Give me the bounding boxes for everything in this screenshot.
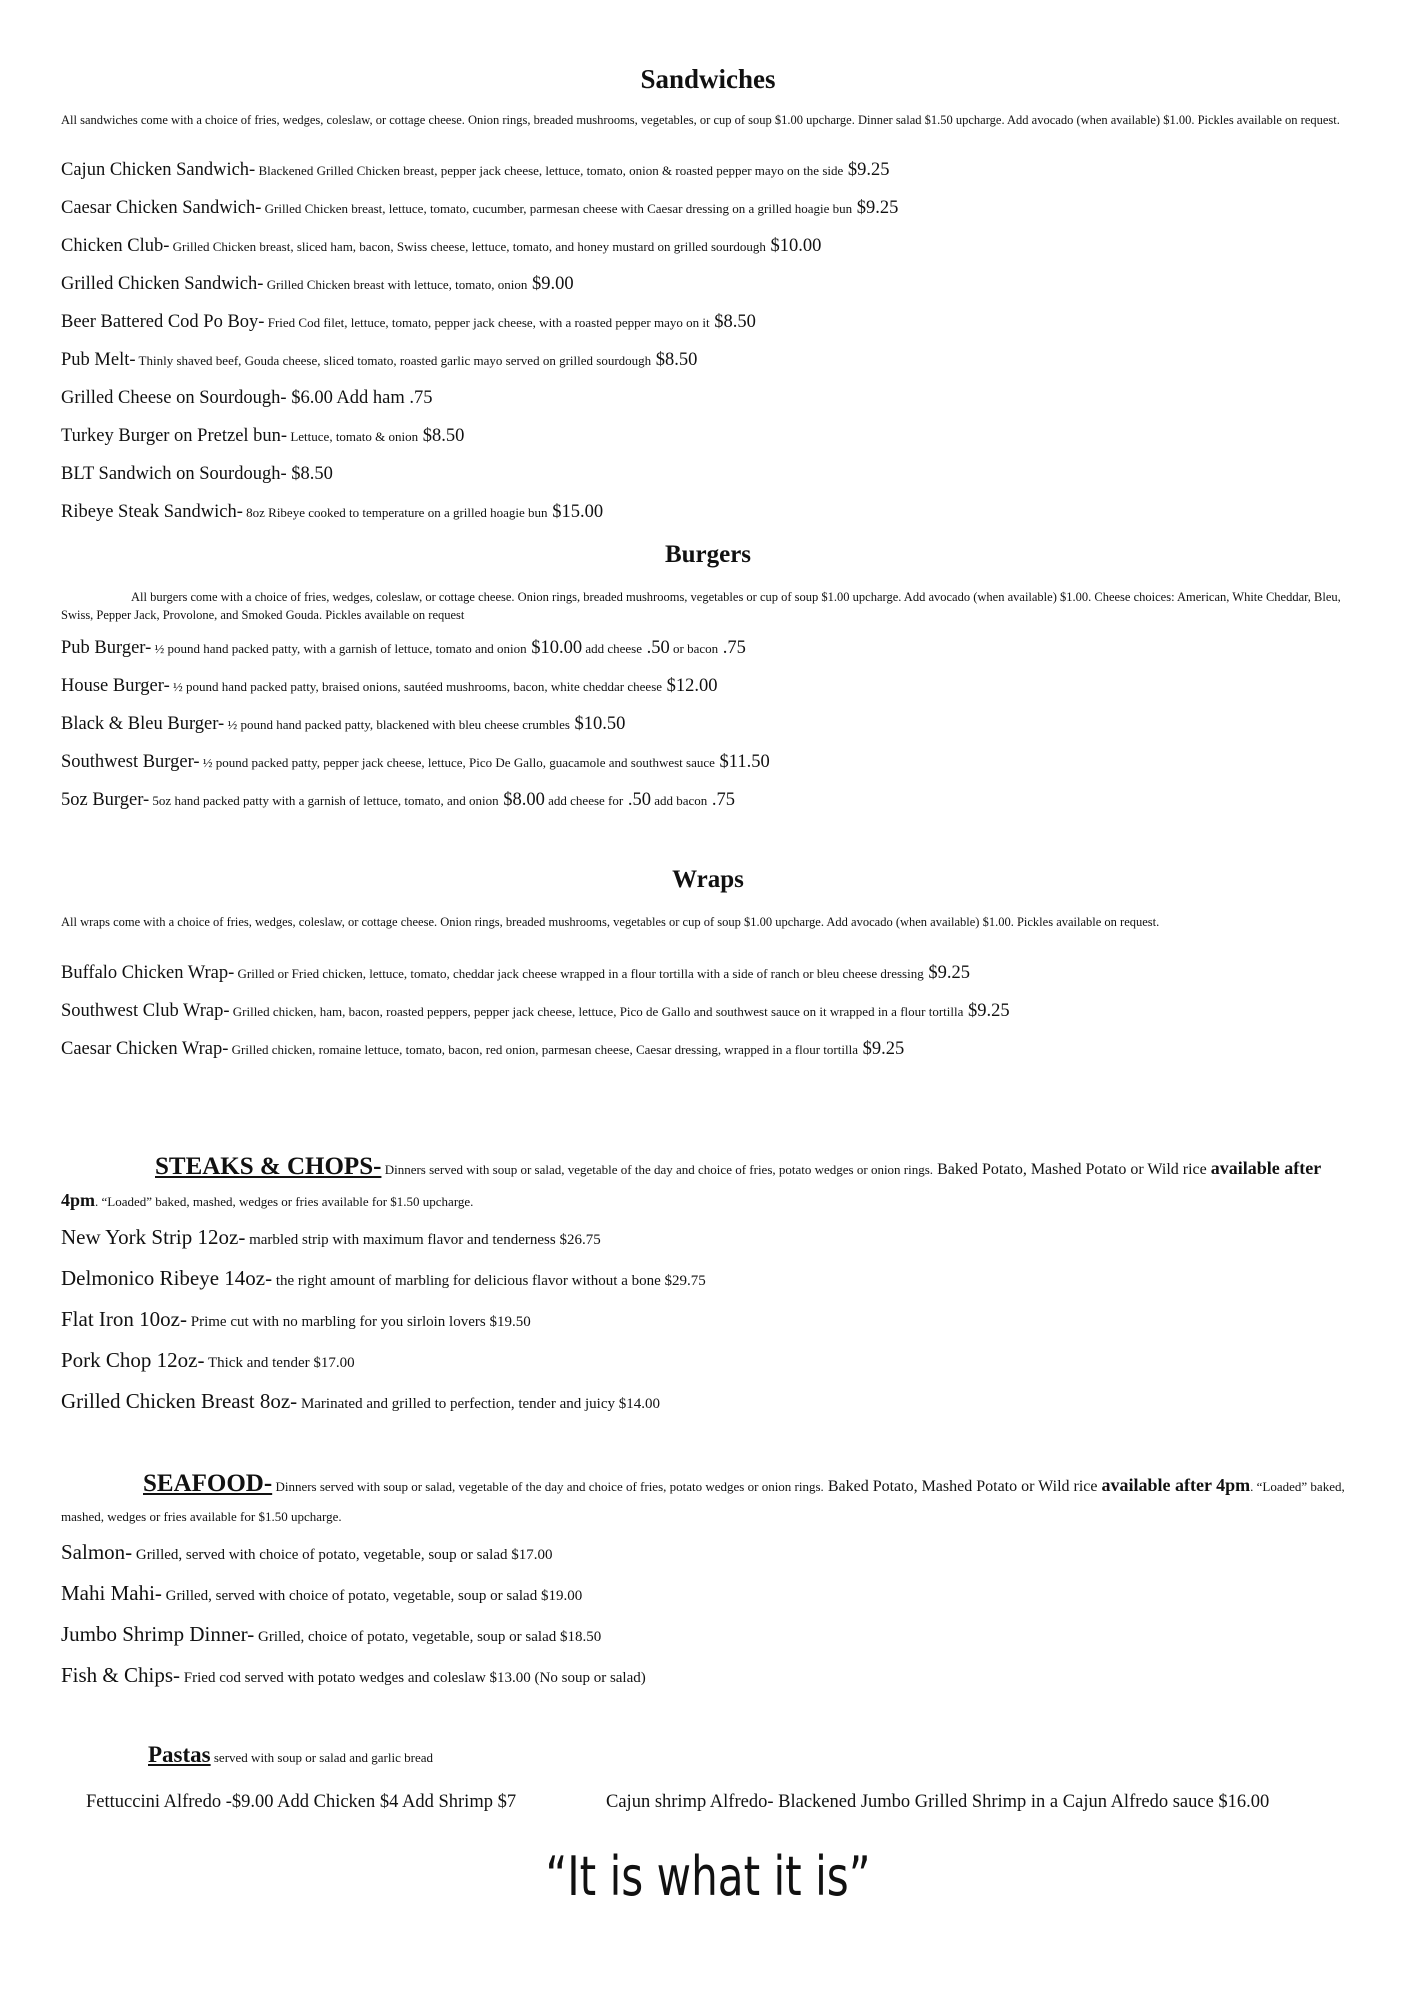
item-description: Blackened Grilled Chicken breast, pepper jack cheese, lettuce, tomato, onion & roasted pepper mayo on the side [255, 163, 844, 178]
item-description: Grilled Chicken breast, lettuce, tomato, cucumber, parmesan cheese with Caesar dressing on a grilled hoagie bun [261, 201, 853, 216]
menu-item [61, 426, 1391, 447]
item-addon: add cheese [582, 641, 643, 656]
item-name: Grilled Chicken Sandwich- [61, 274, 264, 294]
menu-item [61, 790, 1391, 811]
item-description: Grilled, served with choice of potato, vegetable, soup or salad [132, 1547, 508, 1563]
item-price: $19.50 [485, 1314, 531, 1330]
menu-item [61, 464, 1391, 485]
item-description: marbled strip with maximum flavor and tenderness [245, 1232, 556, 1248]
item-name: BLT Sandwich on Sourdough- [61, 464, 287, 484]
menu-item [61, 312, 1391, 333]
item-name: Southwest Burger- [61, 752, 200, 772]
item-description: Thick and tender [204, 1355, 310, 1371]
burgers-heading: Burgers [664, 541, 752, 568]
menu-item [61, 1389, 1391, 1414]
item-addon: add bacon [650, 793, 708, 808]
seafood-heading: SEAFOOD- [143, 1470, 273, 1497]
item-price: $9.00 [527, 274, 574, 294]
item-price: $12.00 [662, 676, 718, 696]
item-addon-price: .75 [707, 790, 736, 810]
menu-item [61, 1001, 1391, 1022]
item-price: $8.00 [498, 790, 545, 810]
menu-item [61, 1348, 1391, 1373]
item-price: $9.25 [963, 1001, 1010, 1021]
tagline: “It is what it is” [545, 1845, 871, 1908]
item-addon: add cheese for [544, 793, 624, 808]
item-price: $13.00 (No soup or salad) [485, 1670, 646, 1686]
item-name: Grilled Cheese on Sourdough- [61, 388, 287, 408]
item-name: New York Strip 12oz- [61, 1225, 246, 1249]
item-name: Flat Iron 10oz- [61, 1307, 187, 1331]
menu-item [61, 160, 1391, 181]
item-name: Caesar Chicken Sandwich- [61, 198, 262, 218]
steaks-note-loaded: . “Loaded” baked, mashed, wedges or fries available for $1.50 upcharge. [95, 1194, 474, 1209]
pastas-header [148, 1742, 433, 1768]
item-price: $8.50 [709, 312, 756, 332]
item-price: $17.00 [309, 1355, 355, 1371]
item-price: $14.00 [615, 1396, 660, 1412]
menu-item [61, 1266, 1391, 1291]
menu-item [61, 714, 1391, 735]
item-price: $8.50 [418, 426, 465, 446]
item-name: Chicken Club- [61, 236, 170, 256]
menu-item [61, 502, 1391, 523]
seafood-note-availability: available after 4pm [1101, 1475, 1251, 1495]
item-price: $8.50 [651, 350, 698, 370]
item-price: $9.25 [857, 1039, 905, 1059]
seafood-note-loaded: . “Loaded” baked, mashed, wedges or fries available for $1.50 upcharge. [61, 1479, 1345, 1524]
item-price: $8.50 [286, 464, 333, 484]
item-name: Beer Battered Cod Po Boy- [61, 312, 265, 332]
item-description: Grilled Chicken breast with lettuce, tomato, onion [263, 277, 528, 292]
wraps-heading: Wraps [672, 866, 744, 893]
steaks-note-availability: available after 4pm [61, 1158, 1321, 1210]
item-name: Black & Bleu Burger- [61, 714, 225, 734]
burgers-note: All burgers come with a choice of fries, wedges, coleslaw, or cottage cheese. Onion rings, breaded mushrooms, vegetables or cup of soup $1.00 upcharge. Add avocado (when available) $1.00. Cheese choices: American, White Cheddar, Bleu, Swiss, Pepper Jack, Provolone, and Smoked Gouda. Pickles available on request [61, 590, 1341, 622]
menu-item [61, 388, 1391, 409]
item-description: 8oz Ribeye cooked to temperature on a grilled hoagie bun [242, 505, 548, 520]
menu-item [61, 1039, 1391, 1060]
item-price: $15.00 [547, 502, 604, 522]
item-description: Thinly shaved beef, Gouda cheese, sliced tomato, roasted garlic mayo served on grilled sourdough [135, 353, 652, 368]
pasta-item: Fettuccini Alfredo -$9.00 Add Chicken $4 Add Shrimp $7 [86, 1792, 517, 1812]
steaks-note-sides: Baked Potato, Mashed Potato or Wild rice [933, 1161, 1211, 1178]
steaks-header [61, 1152, 1361, 1217]
menu-item [61, 350, 1391, 371]
item-price: $9.25 [852, 198, 899, 218]
item-description: ½ pound hand packed patty, with a garnish of lettuce, tomato and onion [151, 641, 527, 656]
item-price: $18.50 [556, 1629, 602, 1645]
menu-item [61, 963, 1391, 984]
item-description: ½ pound hand packed patty, blackened with bleu cheese crumbles [224, 717, 570, 732]
item-name: Mahi Mahi- [61, 1581, 162, 1605]
item-addon-price: .75 [718, 638, 746, 658]
item-name: Turkey Burger on Pretzel bun- [61, 426, 288, 446]
menu-item [61, 1663, 1391, 1688]
item-description: ½ pound packed patty, pepper jack cheese, lettuce, Pico De Gallo, guacamole and southwest sauce [199, 755, 715, 770]
menu-item [61, 236, 1391, 257]
menu-item [61, 1540, 1391, 1565]
item-name: Pub Melt- [61, 350, 136, 370]
item-addon-price: .50 [642, 638, 670, 658]
item-description: Fried cod served with potato wedges and coleslaw [180, 1670, 486, 1686]
item-name: Ribeye Steak Sandwich- [61, 502, 243, 522]
sandwiches-note: All sandwiches come with a choice of fries, wedges, coleslaw, or cottage cheese. Onion rings, breaded mushrooms, vegetables, or cup of soup $1.00 upcharge. Dinner salad $1.50 upcharge. Add avocado (when available) $1.00. Pickles available on request. [61, 113, 1340, 127]
item-description: ½ pound hand packed patty, braised onions, sautéed mushrooms, bacon, white cheddar cheese [169, 679, 663, 694]
item-price: $26.75 [555, 1232, 601, 1248]
item-description: Fried Cod filet, lettuce, tomato, pepper jack cheese, with a roasted pepper mayo on it [264, 315, 710, 330]
item-name: Jumbo Shrimp Dinner- [61, 1622, 255, 1646]
menu-item [61, 1307, 1391, 1332]
item-name: Buffalo Chicken Wrap- [61, 963, 235, 983]
pastas-note: served with soup or salad and garlic bread [210, 1750, 433, 1765]
seafood-header [61, 1469, 1361, 1532]
item-name: Pork Chop 12oz- [61, 1348, 205, 1372]
menu-item [61, 638, 1391, 659]
item-price: $10.00 [526, 638, 583, 658]
item-name: Fish & Chips- [61, 1663, 181, 1687]
item-description: Marinated and grilled to perfection, tender and juicy [297, 1396, 615, 1412]
wraps-note: All wraps come with a choice of fries, wedges, coleslaw, or cottage cheese. Onion rings, breaded mushrooms, vegetables or cup of soup $1.00 upcharge. Add avocado (when available) $1.00. Pickles available on request. [61, 915, 1160, 929]
item-name: Caesar Chicken Wrap- [61, 1039, 229, 1059]
item-description: Grilled, choice of potato, vegetable, soup or salad [254, 1629, 557, 1645]
menu-item [61, 198, 1391, 219]
item-price: $17.00 [507, 1547, 553, 1563]
item-description: Grilled Chicken breast, sliced ham, bacon, Swiss cheese, lettuce, tomato, and honey mustard on grilled sourdough [169, 239, 766, 254]
pastas-heading: Pastas [148, 1742, 211, 1767]
seafood-note-sides: Baked Potato, Mashed Potato or Wild rice [823, 1478, 1102, 1495]
menu-item [61, 1622, 1391, 1647]
item-name: Delmonico Ribeye 14oz- [61, 1266, 273, 1290]
item-name: Salmon- [61, 1540, 133, 1564]
item-name: House Burger- [61, 676, 170, 696]
item-description: 5oz hand packed patty with a garnish of lettuce, tomato, and onion [149, 793, 499, 808]
item-price: $29.75 [660, 1273, 706, 1289]
item-price: $19.00 [537, 1588, 583, 1604]
item-description: Prime cut with no marbling for you sirloin lovers [186, 1314, 486, 1330]
item-price: $6.00 Add ham .75 [286, 388, 433, 408]
item-name: Cajun Chicken Sandwich- [61, 160, 256, 180]
item-name: Southwest Club Wrap- [61, 1001, 230, 1021]
seafood-note: Dinners served with soup or salad, vegetable of the day and choice of fries, potato wedges or onion rings. [272, 1479, 824, 1494]
item-name: Pub Burger- [61, 638, 152, 658]
item-name: 5oz Burger- [61, 790, 150, 810]
steaks-note: Dinners served with soup or salad, vegetable of the day and choice of fries, potato wedges or onion rings. [381, 1162, 934, 1177]
item-description: Grilled, served with choice of potato, vegetable, soup or salad [161, 1588, 538, 1604]
menu-item [61, 274, 1391, 295]
steaks-heading: STEAKS & CHOPS- [155, 1153, 382, 1180]
item-description: Lettuce, tomato & onion [287, 429, 419, 444]
item-price: $10.50 [569, 714, 626, 734]
menu-item [61, 1581, 1391, 1606]
item-price: $11.50 [714, 752, 770, 772]
item-description: Grilled chicken, ham, bacon, roasted peppers, pepper jack cheese, lettuce, Pico de Gallo and southwest sauce on it wrapped in a flour tortilla [229, 1004, 964, 1019]
item-price: $10.00 [765, 236, 822, 256]
item-description: Grilled chicken, romaine lettuce, tomato, bacon, red onion, parmesan cheese, Caesar dressing, wrapped in a flour tortilla [228, 1042, 858, 1057]
item-description: Grilled or Fried chicken, lettuce, tomato, cheddar jack cheese wrapped in a flour tortilla with a side of ranch or bleu cheese dressing [234, 966, 924, 981]
sandwiches-heading: Sandwiches [640, 64, 776, 94]
item-price: $9.25 [923, 963, 970, 983]
menu-item [61, 752, 1391, 773]
item-addon: or bacon [669, 641, 719, 656]
item-addon-price: .50 [623, 790, 651, 810]
menu-item [61, 676, 1391, 697]
pasta-item: Cajun shrimp Alfredo- Blackened Jumbo Grilled Shrimp in a Cajun Alfredo sauce $16.00 [606, 1792, 1270, 1812]
item-description: the right amount of marbling for delicious flavor without a bone [272, 1273, 661, 1289]
item-name: Grilled Chicken Breast 8oz- [61, 1389, 298, 1413]
item-price: $9.25 [843, 160, 890, 180]
menu-item [61, 1225, 1391, 1250]
